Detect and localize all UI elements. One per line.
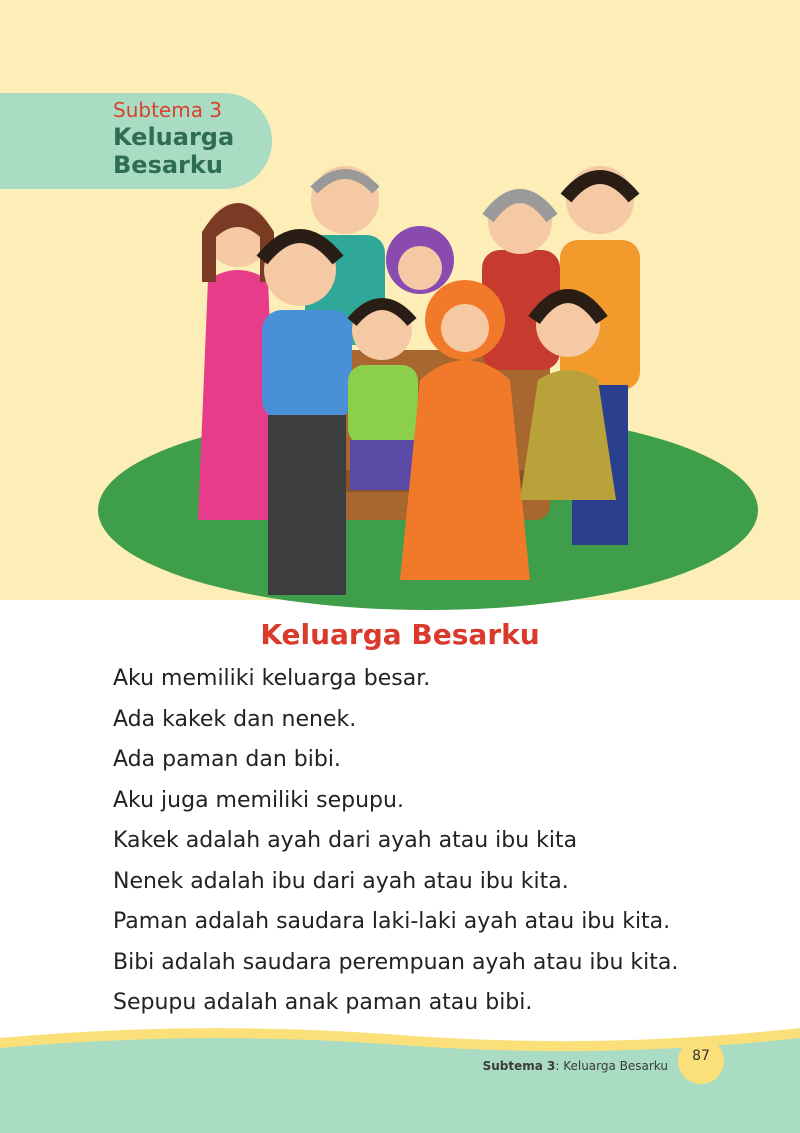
girl-hijab-figure bbox=[386, 226, 454, 294]
footer-wave bbox=[0, 1020, 800, 1133]
text-line: Paman adalah saudara laki-laki ayah atau ibu kita. bbox=[113, 909, 671, 934]
footer-subtheme-label: Subtema 3: Keluarga Besarku bbox=[482, 1059, 668, 1073]
page-number: 87 bbox=[692, 1048, 710, 1064]
family-illustration bbox=[90, 140, 770, 620]
text-line: Bibi adalah saudara perempuan ayah atau ibu kita. bbox=[113, 949, 679, 975]
body-text bbox=[113, 664, 773, 1029]
text-line: Aku juga memiliki sepupu. bbox=[113, 787, 404, 813]
text-line: Kakek adalah ayah dari ayah atau ibu kita bbox=[113, 828, 578, 853]
boy-figure bbox=[348, 300, 418, 490]
text-line: Ada paman dan bibi. bbox=[113, 747, 341, 772]
text-line: Sepupu adalah anak paman atau bibi. bbox=[113, 990, 533, 1015]
text-line: Aku memiliki keluarga besar. bbox=[113, 666, 431, 691]
page-heading: Keluarga Besarku bbox=[260, 618, 540, 651]
subtheme-label: Subtema 3 bbox=[113, 98, 223, 122]
text-line: Nenek adalah ibu dari ayah atau ibu kita. bbox=[113, 868, 569, 894]
subtheme-title-line1: Keluarga bbox=[113, 123, 235, 151]
subtheme-title-line2: Besarku bbox=[113, 151, 223, 179]
text-line: Ada kakek dan nenek. bbox=[113, 706, 357, 732]
